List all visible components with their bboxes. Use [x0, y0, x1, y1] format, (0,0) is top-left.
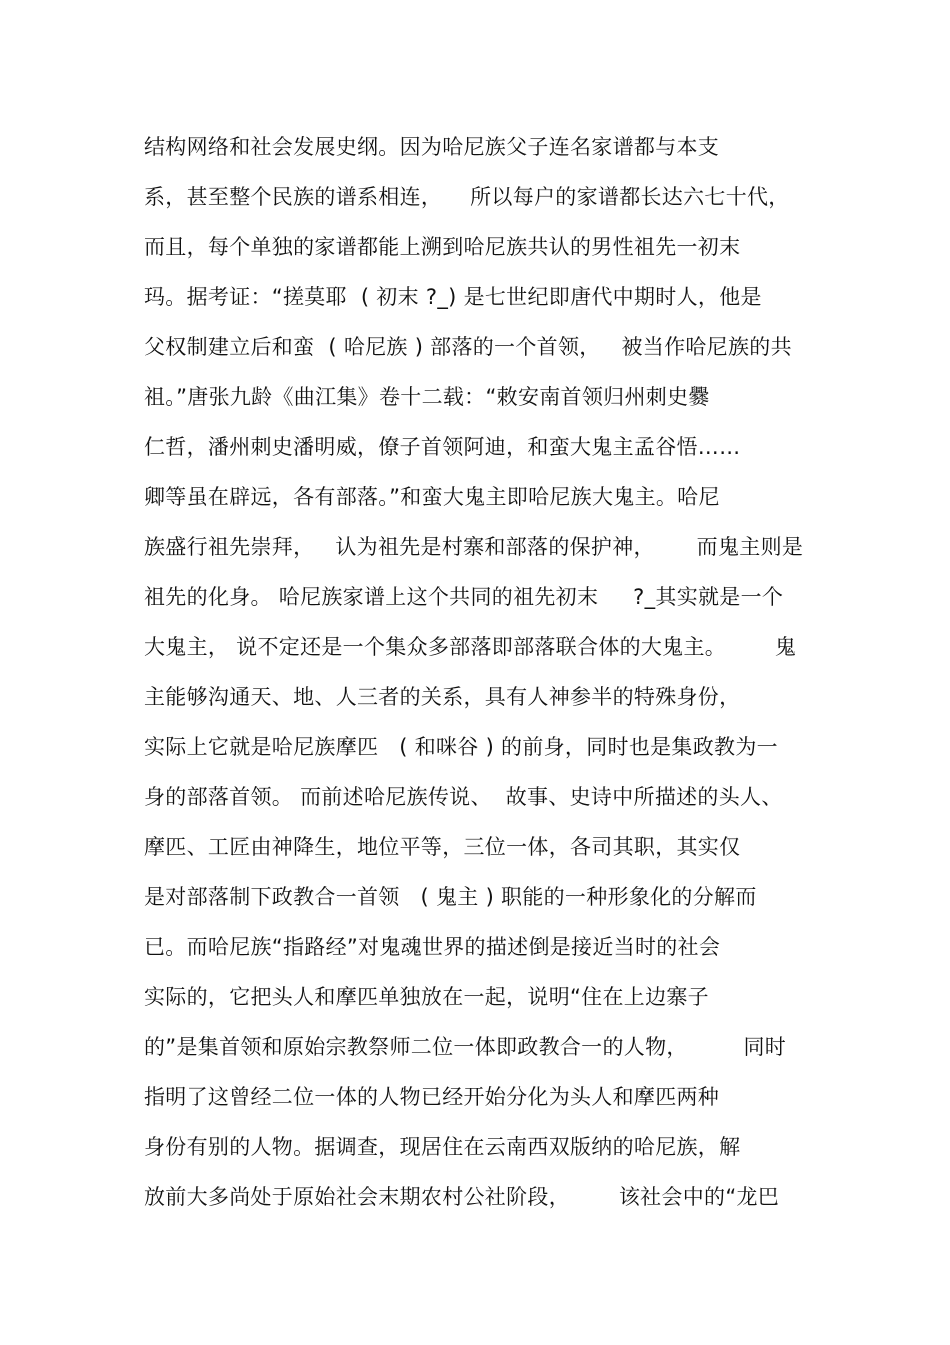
- text-line: 仁哲，潘州刺史潘明威，僚子首领阿迪，和蛮大鬼主孟谷悟……: [144, 435, 741, 459]
- text-line: 玛。据考证：“搓莫耶 ( 初末 ?_) 是七世纪即唐代中期时人，他是: [144, 285, 762, 309]
- text-line: 族盛行祖先崇拜， 认为祖先是村寨和部落的保护神， 而鬼主则是: [144, 535, 804, 559]
- text-line: 指明了这曾经二位一体的人物已经开始分化为头人和摩匹两种: [144, 1085, 720, 1109]
- text-line: 父权制建立后和蛮 ( 哈尼族 ) 部落的一个首领， 被当作哈尼族的共: [144, 335, 792, 359]
- text-line: 祖。”唐张九龄《曲江集》卷十二载：“敕安南首领归州刺史爨: [144, 385, 710, 409]
- text-line: 实际上它就是哈尼族摩匹 ( 和咪谷 ) 的前身，同时也是集政教为一: [144, 735, 778, 759]
- text-line: 卿等虽在辟远，各有部落。”和蛮大鬼主即哈尼族大鬼主。哈尼: [144, 485, 720, 509]
- text-line: 而且，每个单独的家谱都能上溯到哈尼族共认的男性祖先一初末: [144, 235, 741, 259]
- text-line: 实际的，它把头人和摩匹单独放在一起，说明“住在上边寨子: [144, 985, 709, 1009]
- text-line: 的”是集首领和原始宗教祭师二位一体即政教合一的人物， 同时: [144, 1035, 787, 1059]
- text-line: 是对部落制下政教合一首领 ( 鬼主 ) 职能的一种形象化的分解而: [144, 885, 757, 909]
- text-line: 结构网络和社会发展史纲。因为哈尼族父子连名家谱都与本支: [144, 135, 720, 159]
- text-line: 大鬼主， 说不定还是一个集众多部落即部落联合体的大鬼主。 鬼: [144, 635, 797, 659]
- text-line: 身的部落首领。 而前述哈尼族传说、 故事、史诗中所描述的头人、: [144, 785, 783, 809]
- text-line: 已。而哈尼族“指路经”对鬼魂世界的描述倒是接近当时的社会: [144, 935, 721, 959]
- text-line: 放前大多尚处于原始社会末期农村公社阶段， 该社会中的“龙巴: [144, 1185, 780, 1209]
- text-line: 身份有别的人物。据调查，现居住在云南西双版纳的哈尼族，解: [144, 1135, 741, 1159]
- text-line: 系，甚至整个民族的谱系相连， 所以每户的家谱都长达六七十代，: [144, 185, 790, 209]
- body-text: [144, 122, 824, 1222]
- text-line: 摩匹、工匠由神降生，地位平等，三位一体，各司其职，其实仅: [144, 835, 741, 859]
- text-line: 祖先的化身。 哈尼族家谱上这个共同的祖先初末 ?_其实就是一个: [144, 585, 784, 609]
- text-line: 主能够沟通天、地、人三者的关系，具有人神参半的特殊身份，: [144, 685, 741, 709]
